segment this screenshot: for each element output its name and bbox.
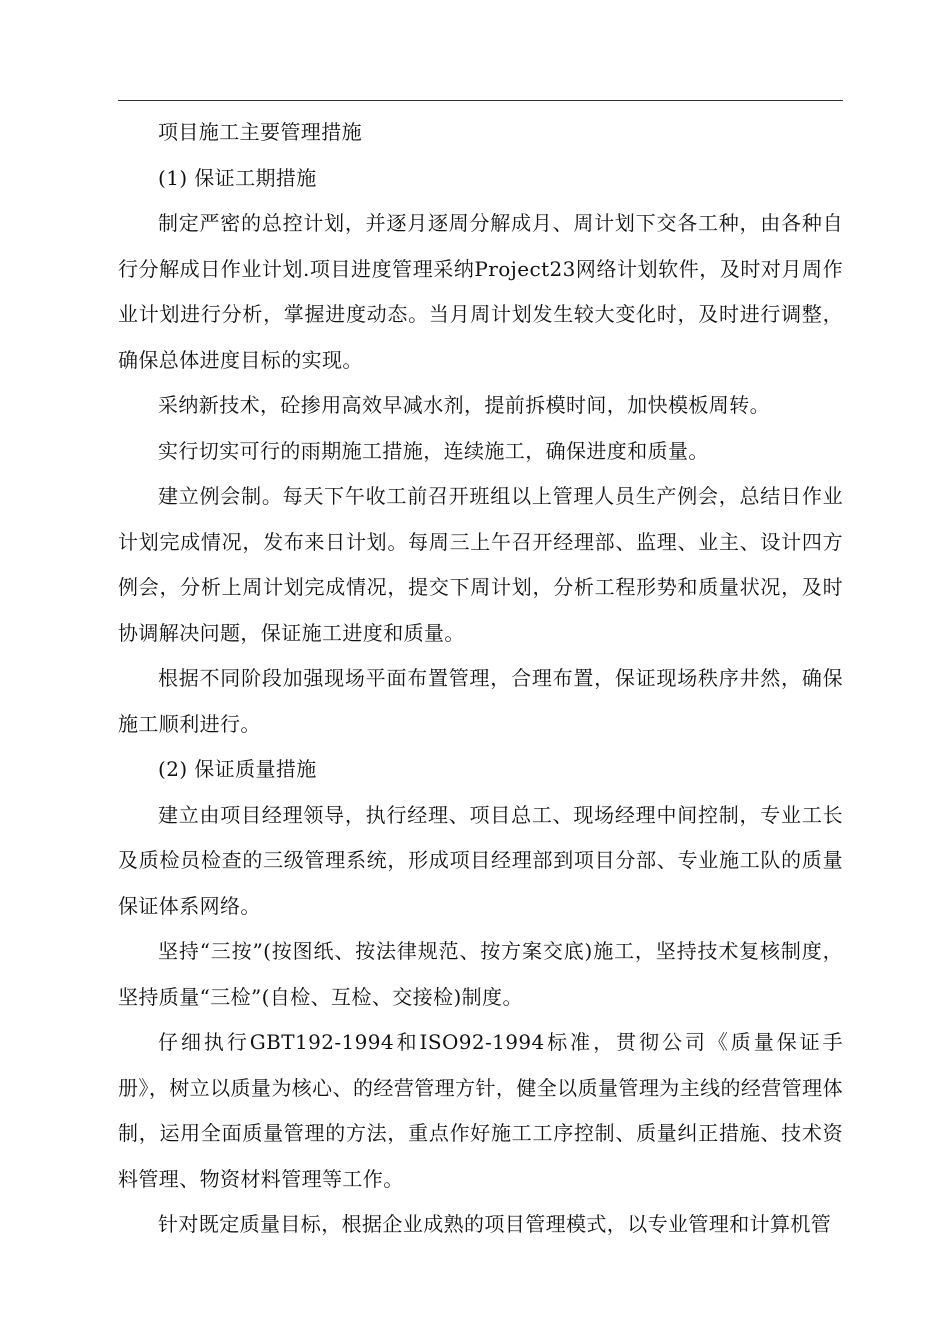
subsection-heading-quality: (2) 保证质量措施	[158, 757, 317, 781]
paragraph: 制定严密的总控计划，并逐月逐周分解成月、周计划下交各工种，由各种自行分解成日作业计划.项目进度管理采纳Project23网络计划软件，及时对月周作业计划进行分析，掌握进度动态。当月周计划发生较大变化时，及时进行调整，确保总体进度目标的实现。	[118, 211, 843, 372]
paragraph: 建立由项目经理领导，执行经理、项目总工、现场经理中间控制，专业工长及质检员检查的三级管理系统，形成项目经理部到项目分部、专业施工队的质量保证体系网络。	[118, 802, 843, 918]
paragraph: 建立例会制。每天下午收工前召开班组以上管理人员生产例会，总结日作业计划完成情况，发布来日计划。每周三上午召开经理部、监理、业主、设计四方例会，分析上周计划完成情况，提交下周计划，分析工程形势和质量状况，及时协调解决问题，保证施工进度和质量。	[118, 484, 843, 645]
header-rule	[118, 100, 843, 101]
section-heading: 项目施工主要管理措施	[158, 120, 362, 144]
paragraph: 采纳新技术，砼掺用高效早减水剂，提前拆模时间，加快模板周转。	[158, 393, 770, 417]
subsection-heading-schedule: (1) 保证工期措施	[158, 165, 317, 190]
paragraph: 针对既定质量目标，根据企业成熟的项目管理模式，以专业管理和计算机管	[158, 1212, 832, 1236]
paragraph: 坚持“三按”(按图纸、按法律规范、按方案交底)施工，坚持技术复核制度，坚持质量“三检”(自检、互检、交接检)制度。	[118, 939, 843, 1009]
paragraph: 根据不同阶段加强现场平面布置管理，合理布置，保证现场秩序井然，确保施工顺利进行。	[118, 666, 843, 736]
paragraph: 实行切实可行的雨期施工措施，连续施工，确保进度和质量。	[158, 438, 709, 463]
paragraph: 仔细执行GBT192-1994和ISO92-1994标准，贯彻公司《质量保证手册》，树立以质量为核心、的经营管理方针，健全以质量管理为主线的经营管理体制，运用全面质量管理的方法，重点作好施工工序控制、质量纠正措施、技术资料管理、物资材料管理等工作。	[118, 1030, 843, 1191]
document-body	[118, 110, 843, 1248]
